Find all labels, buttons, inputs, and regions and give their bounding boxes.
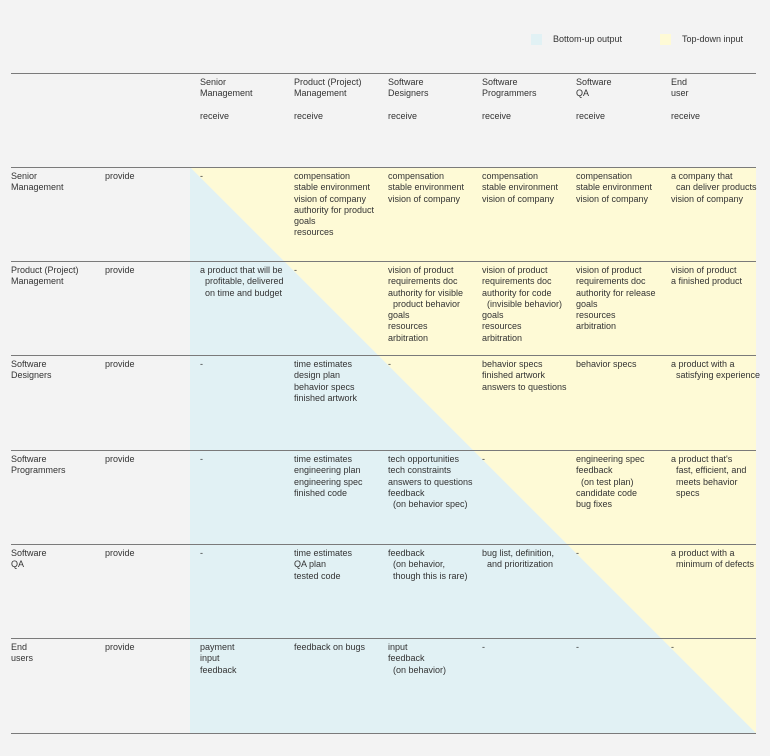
matrix-cell: - <box>200 359 203 369</box>
row-divider <box>11 261 756 262</box>
matrix-cell: compensation stable environment vision of company <box>576 171 653 204</box>
row-verb: provide <box>105 548 135 558</box>
legend-bottom-up-swatch <box>531 34 542 45</box>
matrix-cell: behavior specs finished artwork answers to questions <box>482 359 567 392</box>
row-header: Senior Management <box>11 171 64 193</box>
row-verb: provide <box>105 454 135 464</box>
row-divider <box>11 73 756 74</box>
row-verb: provide <box>105 265 135 275</box>
matrix-cell: compensation stable environment vision of company <box>482 171 559 204</box>
matrix-cell: bug list, definition, and prioritization <box>482 548 555 570</box>
column-header: Software QA <box>576 77 612 99</box>
row-header: Software QA <box>11 548 47 570</box>
column-verb: receive <box>200 111 230 121</box>
row-divider <box>11 733 756 734</box>
matrix-cell: behavior specs <box>576 359 637 369</box>
matrix-cell: - <box>200 454 203 464</box>
column-verb: receive <box>576 111 606 121</box>
row-verb: provide <box>105 171 135 181</box>
legend-top-down <box>660 34 743 45</box>
column-verb: receive <box>482 111 512 121</box>
matrix-cell: feedback (on behavior, though this is rare) <box>388 548 468 581</box>
matrix-cell: input feedback (on behavior) <box>388 642 447 675</box>
matrix-cell: vision of product requirements doc authority for release goals resources arbitration <box>576 265 656 332</box>
column-verb: receive <box>294 111 324 121</box>
row-divider <box>11 167 756 168</box>
column-header: Product (Project) Management <box>294 77 362 99</box>
column-header: Software Designers <box>388 77 429 99</box>
matrix-cell: compensation stable environment vision of company authority for product goals resources <box>294 171 375 238</box>
row-verb: provide <box>105 642 135 652</box>
matrix-cell: a product with a satisfying experience <box>671 359 761 381</box>
matrix-cell: - <box>576 642 579 652</box>
column-header: End user <box>671 77 689 99</box>
matrix-cell: a company that can deliver products vision of company <box>671 171 757 204</box>
column-verb: receive <box>671 111 701 121</box>
matrix-cell: - <box>576 548 579 558</box>
matrix-cell: vision of product requirements doc authority for visible product behavior goals resources arbitration <box>388 265 464 343</box>
legend-bottom-up-label: Bottom-up output <box>553 34 623 44</box>
matrix-cell: - <box>482 454 485 464</box>
matrix-cell: a product that's fast, efficient, and meets behavior specs <box>671 454 747 498</box>
matrix-cell: time estimates engineering plan engineering spec finished code <box>294 454 363 498</box>
matrix-cell: - <box>200 171 203 181</box>
matrix-cell: a product with a minimum of defects <box>671 548 755 570</box>
column-header: Senior Management <box>200 77 253 99</box>
matrix-cell: compensation stable environment vision of company <box>388 171 465 204</box>
matrix-cell: - <box>388 359 391 369</box>
column-header: Software Programmers <box>482 77 537 99</box>
row-divider <box>11 450 756 451</box>
matrix-cell: - <box>671 642 674 652</box>
row-header: Software Designers <box>11 359 52 381</box>
row-header: Software Programmers <box>11 454 66 476</box>
matrix-cell: time estimates QA plan tested code <box>294 548 353 581</box>
row-divider <box>11 544 756 545</box>
matrix-cell: - <box>482 642 485 652</box>
row-header: End users <box>11 642 34 664</box>
matrix-cell: feedback on bugs <box>294 642 366 652</box>
matrix-cell: vision of product a finished product <box>671 265 743 287</box>
row-divider <box>11 355 756 356</box>
legend-bottom-up <box>531 34 622 45</box>
matrix-cell: - <box>200 548 203 558</box>
row-verb: provide <box>105 359 135 369</box>
matrix-cell: engineering spec feedback (on test plan) candidate code bug fixes <box>576 454 645 510</box>
legend-top-down-label: Top-down input <box>682 34 744 44</box>
matrix-cell: vision of product requirements doc authority for code (invisible behavior) goals resources arbitration <box>482 265 563 343</box>
matrix-cell: time estimates design plan behavior specs finished artwork <box>294 359 358 403</box>
column-verb: receive <box>388 111 418 121</box>
row-divider <box>11 638 756 639</box>
legend-top-down-swatch <box>660 34 671 45</box>
row-header: Product (Project) Management <box>11 265 79 287</box>
matrix-cell: a product that will be profitable, delivered on time and budget <box>200 265 284 298</box>
matrix-cell: - <box>294 265 297 275</box>
matrix-cell: payment input feedback <box>200 642 237 675</box>
matrix-cell: tech opportunities tech constraints answers to questions feedback (on behavior spec) <box>388 454 473 510</box>
